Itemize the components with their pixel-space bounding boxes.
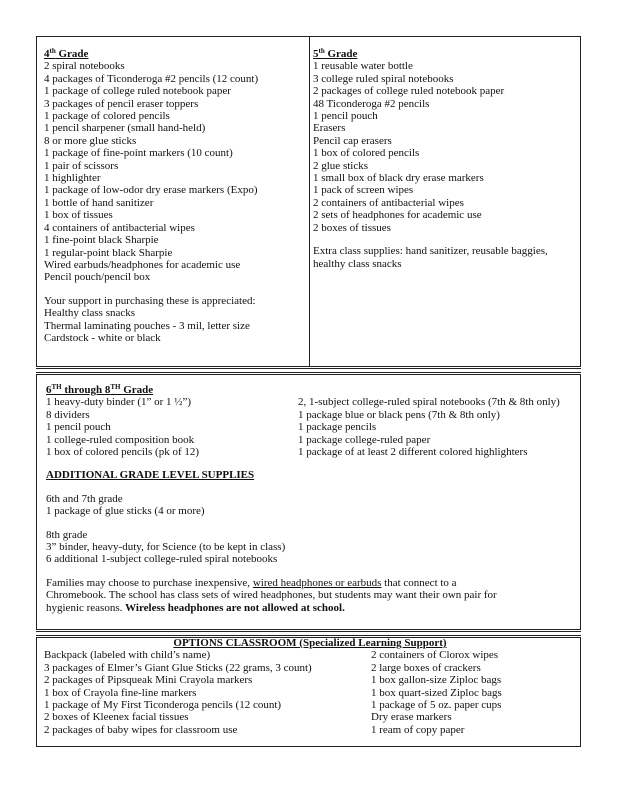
grade-6-8-heading: 6TH through 8TH Grade bbox=[46, 383, 154, 396]
options-left-list bbox=[44, 649, 371, 736]
headphones-note: hygienic reasons. Wireless headphones are not allowed at school. bbox=[46, 601, 345, 614]
list-item: 1 box gallon-size Ziploc bags bbox=[371, 674, 502, 687]
list-item: 1 package of glue sticks (4 or more) bbox=[46, 505, 205, 518]
list-item: 1 heavy-duty binder (1” or 1 ½”) bbox=[46, 396, 192, 409]
section-separator bbox=[36, 368, 581, 373]
list-item: 1 pencil pouch bbox=[46, 421, 111, 434]
grade-4-list bbox=[44, 60, 306, 283]
grade-6-7-heading: 6th and 7th grade bbox=[46, 492, 123, 505]
extra-supplies-line: Extra class supplies: hand sanitizer, reusable baggies, bbox=[313, 245, 548, 258]
list-item: 1 box of Crayola fine-line markers bbox=[44, 686, 197, 699]
list-item: 2 containers of Clorox wipes bbox=[371, 649, 499, 662]
list-item: 1 small box of black dry erase markers bbox=[313, 172, 484, 185]
list-item: 2 boxes of Kleenex facial tissues bbox=[44, 711, 189, 724]
grade-5-section bbox=[313, 48, 575, 270]
options-right-list bbox=[371, 649, 576, 736]
grade-5-list bbox=[313, 60, 575, 234]
list-item: Cardstock - white or black bbox=[44, 331, 161, 344]
list-item: 1 package college-ruled paper bbox=[298, 433, 431, 446]
spacer bbox=[46, 482, 576, 493]
list-item: 1 box of colored pencils bbox=[313, 147, 420, 160]
list-item: 1 pencil sharpener (small hand-held) bbox=[44, 122, 206, 135]
options-classroom-section bbox=[44, 637, 576, 736]
list-item: 2 containers of antibacterial wipes bbox=[313, 196, 464, 209]
list-item: 1 ream of copy paper bbox=[371, 723, 465, 736]
list-item: 3 packages of pencil eraser toppers bbox=[44, 97, 199, 110]
grade-6-8-right-list bbox=[298, 396, 576, 458]
list-item: 1 package of colored pencils bbox=[44, 110, 170, 123]
list-item: 1 fine-point black Sharpie bbox=[44, 234, 159, 247]
support-intro: Your support in purchasing these is appreciated: bbox=[44, 294, 256, 307]
additional-supplies-heading: ADDITIONAL GRADE LEVEL SUPPLIES bbox=[46, 469, 255, 482]
spacer bbox=[46, 566, 576, 577]
list-item: Backpack (labeled with child’s name) bbox=[44, 649, 211, 662]
list-item: 48 Ticonderoga #2 pencils bbox=[313, 97, 430, 110]
spacer bbox=[313, 234, 575, 245]
grade-6-8-columns bbox=[46, 396, 576, 458]
extra-supplies-line: healthy class snacks bbox=[313, 257, 402, 270]
list-item: Thermal laminating pouches - 3 mil, letter size bbox=[44, 319, 250, 332]
list-item: 1 pair of scissors bbox=[44, 159, 119, 172]
list-item: 6 additional 1-subject college-ruled spiral notebooks bbox=[46, 553, 278, 566]
headphones-emphasis: wired headphones or earbuds bbox=[252, 576, 382, 589]
list-item: Wired earbuds/headphones for academic use bbox=[44, 258, 241, 271]
list-item: 2 packages of Pipsqueak Mini Crayola markers bbox=[44, 674, 253, 687]
list-item: 2 sets of headphones for academic use bbox=[313, 209, 482, 222]
options-classroom-heading: OPTIONS CLASSROOM (Specialized Learning Support) bbox=[173, 637, 447, 649]
list-item: Pencil cap erasers bbox=[313, 134, 392, 147]
list-item: 1 package of college ruled notebook paper bbox=[44, 85, 231, 98]
list-item: 1 package of at least 2 different colored highlighters bbox=[298, 446, 528, 459]
headphones-note: Chromebook. The school has class sets of wired headphones, but students may want their own pair for bbox=[46, 589, 497, 602]
grade-6-8-section bbox=[46, 384, 576, 614]
list-item: 1 regular-point black Sharpie bbox=[44, 246, 173, 259]
list-item: Healthy class snacks bbox=[44, 307, 136, 320]
list-item: 3” binder, heavy-duty, for Science (to be kept in class) bbox=[46, 541, 286, 554]
list-item: 1 package pencils bbox=[298, 421, 377, 434]
list-item: 2 glue sticks bbox=[313, 159, 368, 172]
list-item: 1 box quart-sized Ziploc bags bbox=[371, 686, 502, 699]
wireless-warning: Wireless headphones are not allowed at school. bbox=[125, 601, 345, 614]
section-separator bbox=[36, 631, 581, 636]
list-item: Erasers bbox=[313, 122, 346, 135]
list-item: 1 bottle of hand sanitizer bbox=[44, 196, 154, 209]
list-item: 1 pencil pouch bbox=[313, 110, 378, 123]
spacer bbox=[46, 518, 576, 529]
list-item: 1 reusable water bottle bbox=[313, 60, 413, 73]
list-item: Pencil pouch/pencil box bbox=[44, 271, 151, 284]
list-item: 2, 1-subject college-ruled spiral notebooks (7th & 8th only) bbox=[298, 396, 560, 409]
column-divider bbox=[309, 37, 310, 366]
list-item: 2 packages of baby wipes for classroom use bbox=[44, 723, 238, 736]
list-item: 2 boxes of tissues bbox=[313, 221, 391, 234]
list-item: 1 package of My First Ticonderoga pencils (12 count) bbox=[44, 699, 282, 712]
list-item: 4 packages of Ticonderoga #2 pencils (12 count) bbox=[44, 72, 259, 85]
list-item: 3 college ruled spiral notebooks bbox=[313, 72, 454, 85]
list-item: 3 packages of Elmer’s Giant Glue Sticks (22 grams, 3 count) bbox=[44, 661, 312, 674]
grade-5-heading: 5th Grade bbox=[313, 47, 358, 60]
list-item: 1 package of fine-point markers (10 count) bbox=[44, 147, 233, 160]
list-item: Dry erase markers bbox=[371, 711, 452, 724]
list-item: 2 spiral notebooks bbox=[44, 60, 125, 73]
grade-8-heading: 8th grade bbox=[46, 528, 88, 541]
list-item: 1 college-ruled composition book bbox=[46, 433, 195, 446]
spacer bbox=[44, 284, 306, 295]
list-item: 1 package of 5 oz. paper cups bbox=[371, 699, 502, 712]
list-item: 2 packages of college ruled notebook paper bbox=[313, 85, 505, 98]
list-item: 2 large boxes of crackers bbox=[371, 661, 481, 674]
grade-4-section bbox=[44, 48, 306, 344]
headphones-note: Families may choose to purchase inexpensive, wired headphones or earbuds that connect to a bbox=[46, 576, 457, 589]
list-item: 8 or more glue sticks bbox=[44, 134, 137, 147]
list-item: 1 pack of screen wipes bbox=[313, 184, 414, 197]
spacer bbox=[46, 458, 576, 469]
options-columns bbox=[44, 649, 576, 736]
grade-4-support-list bbox=[44, 295, 306, 345]
list-item: 1 package blue or black pens (7th & 8th only) bbox=[298, 408, 500, 421]
grade-4-heading: 4th Grade bbox=[44, 47, 89, 60]
list-item: 1 package of low-odor dry erase markers (Expo) bbox=[44, 184, 258, 197]
list-item: 1 box of tissues bbox=[44, 209, 113, 222]
list-item: 1 box of colored pencils (pk of 12) bbox=[46, 446, 200, 459]
list-item: 4 containers of antibacterial wipes bbox=[44, 221, 195, 234]
list-item: 8 dividers bbox=[46, 408, 90, 421]
grade-6-8-left-list bbox=[46, 396, 298, 458]
list-item: 1 highlighter bbox=[44, 172, 101, 185]
